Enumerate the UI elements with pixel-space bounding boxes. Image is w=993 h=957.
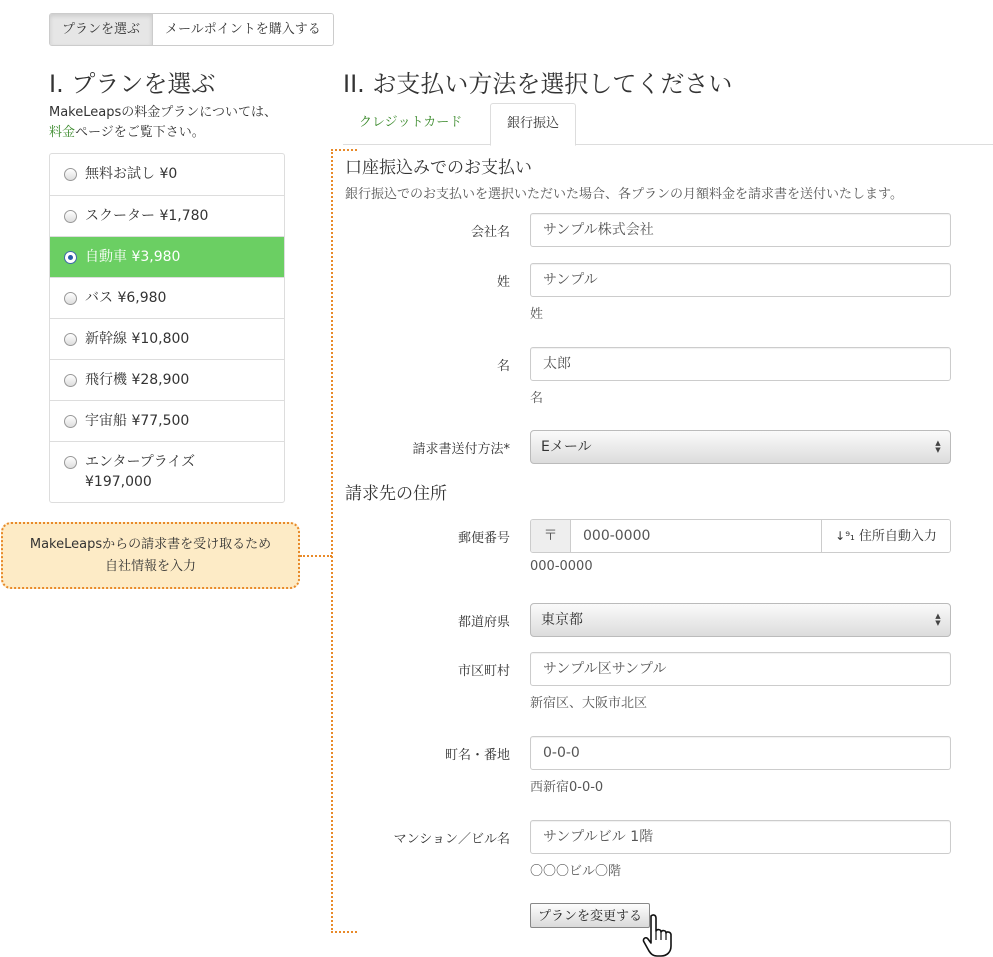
plan-label: バス ¥6,980 xyxy=(85,290,167,306)
building-input[interactable]: サンプルビル 1階 xyxy=(530,820,951,854)
plan-label: 新幹線 ¥10,800 xyxy=(85,331,190,347)
last-name-help: 姓 xyxy=(530,307,544,322)
street-input[interactable]: 0-0-0 xyxy=(530,736,951,770)
postal-mark-icon: 〒 xyxy=(531,520,571,552)
prefecture-label: 都道府県 xyxy=(457,615,510,630)
building-help: 〇〇〇ビル〇階 xyxy=(530,864,622,879)
city-label: 市区町村 xyxy=(457,664,510,679)
last-name-input[interactable]: サンプル xyxy=(530,263,951,297)
company-label: 会社名 xyxy=(470,225,510,240)
plan-description xyxy=(49,103,289,143)
radio-button[interactable] xyxy=(64,415,77,428)
building-label: マンション／ビル名 xyxy=(393,832,510,847)
postal-input-group xyxy=(530,519,951,553)
radio-button[interactable] xyxy=(64,333,77,346)
plan-item-bus[interactable] xyxy=(50,277,284,318)
first-name-help: 名 xyxy=(530,391,544,406)
send-method-label: 請求書送付方法* xyxy=(412,442,510,457)
hand-cursor-icon xyxy=(642,914,676,957)
info-callout xyxy=(1,522,300,589)
plan-label: 宇宙船 ¥77,500 xyxy=(85,413,190,429)
pricing-link[interactable]: 料金 xyxy=(49,125,76,140)
postal-help: 000-0000 xyxy=(530,559,593,574)
auto-address-button[interactable] xyxy=(821,520,950,552)
radio-button[interactable] xyxy=(64,374,77,387)
payment-section-title: II. お支払い方法を選択してください xyxy=(343,70,733,98)
plan-section-title: I. プランを選ぶ xyxy=(49,70,216,98)
plan-label: エンタープライズ ¥197,000 xyxy=(85,454,196,490)
plan-item-airplane[interactable] xyxy=(50,359,284,400)
first-name-input[interactable]: 太郎 xyxy=(530,347,951,381)
radio-button-selected[interactable] xyxy=(64,251,77,264)
radio-button[interactable] xyxy=(64,292,77,305)
bank-transfer-title: 口座振込みでのお支払い xyxy=(345,158,532,178)
callout-line-2: 自社情報を入力 xyxy=(104,559,196,574)
payment-tabs xyxy=(343,103,993,145)
billing-address-title: 請求先の住所 xyxy=(345,484,447,504)
radio-button[interactable] xyxy=(64,456,77,469)
tab-credit-card[interactable]: クレジットカード xyxy=(359,115,463,130)
auto-address-label: 住所自動入力 xyxy=(858,529,937,544)
last-name-label: 姓 xyxy=(496,275,510,290)
top-tab-group xyxy=(49,13,334,46)
plan-label: スクーター ¥1,780 xyxy=(85,208,209,224)
prefecture-value: 東京都 xyxy=(541,612,583,628)
send-method-value: Eメール xyxy=(541,439,592,455)
plan-desc-text: MakeLeapsの料金プランについては、 xyxy=(49,105,277,120)
plan-label: 飛行機 ¥28,900 xyxy=(85,372,190,388)
tab-buy-mail-points[interactable]: メールポイントを購入する xyxy=(153,14,333,45)
plan-desc-text-after: ページをご覧下さい。 xyxy=(75,125,205,140)
change-plan-button[interactable]: プランを変更する xyxy=(530,903,650,928)
plan-item-free[interactable] xyxy=(50,154,284,195)
plan-item-shinkansen[interactable] xyxy=(50,318,284,359)
form-bracket xyxy=(331,149,357,933)
first-name-label: 名 xyxy=(496,359,510,374)
select-arrows-icon: ▲ ▼ xyxy=(935,439,941,454)
send-method-select[interactable] xyxy=(530,430,951,464)
city-input[interactable]: サンプル区サンプル xyxy=(530,652,951,686)
select-arrows-icon: ▲ ▼ xyxy=(935,612,941,627)
prefecture-select[interactable] xyxy=(530,603,951,637)
bank-transfer-description: 銀行振込でのお支払いを選択いただいた場合、各プランの月額料金を請求書を送付いたします。 xyxy=(345,187,903,202)
tab-bank-transfer[interactable]: 銀行振込 xyxy=(490,103,576,146)
plan-item-spaceship[interactable] xyxy=(50,400,284,441)
plan-list xyxy=(49,153,285,503)
tab-choose-plan[interactable]: プランを選ぶ xyxy=(50,14,153,45)
radio-button[interactable] xyxy=(64,210,77,223)
sort-numeric-icon: ↓⁹₁ xyxy=(835,529,855,543)
callout-line-1: MakeLeapsからの請求書を受け取るため xyxy=(29,537,272,552)
plan-item-enterprise[interactable] xyxy=(50,441,284,502)
city-help: 新宿区、大阪市北区 xyxy=(530,696,648,711)
radio-button[interactable] xyxy=(64,168,77,181)
postal-label: 郵便番号 xyxy=(457,531,510,546)
plan-item-car[interactable] xyxy=(50,236,284,277)
plan-label: 自動車 ¥3,980 xyxy=(85,249,181,265)
plan-item-scooter[interactable] xyxy=(50,195,284,236)
street-help: 西新宿0-0-0 xyxy=(530,780,604,795)
callout-connector xyxy=(300,555,332,557)
plan-label: 無料お試し ¥0 xyxy=(85,166,178,182)
street-label: 町名・番地 xyxy=(444,748,510,763)
company-input[interactable]: サンプル株式会社 xyxy=(530,213,951,247)
postal-input[interactable]: 000-0000 xyxy=(583,528,651,544)
